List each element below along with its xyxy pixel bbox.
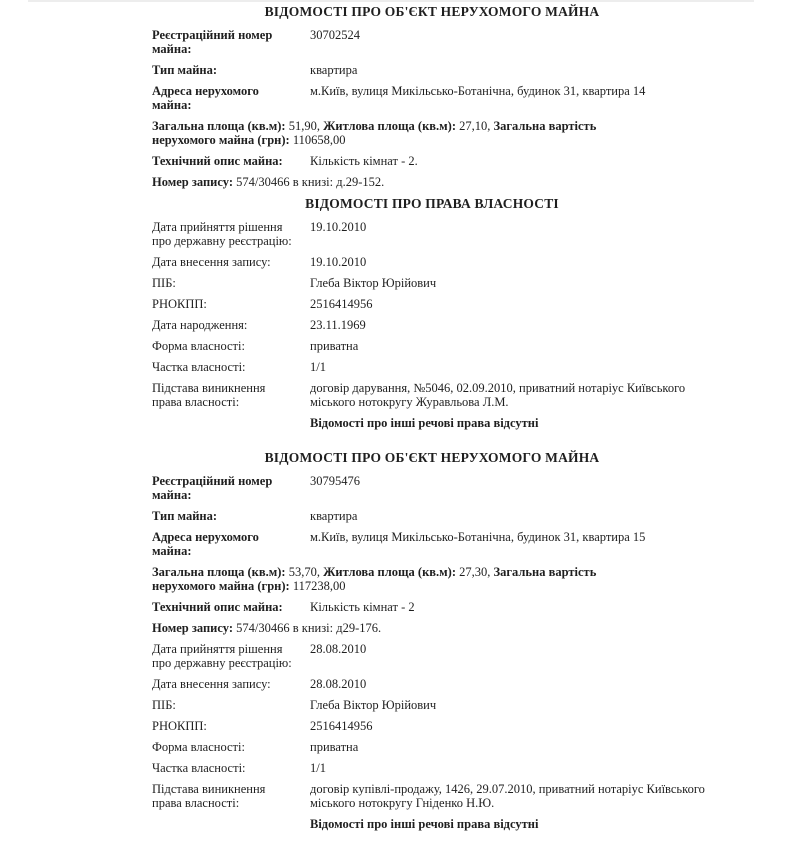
field-value: приватна xyxy=(310,740,359,754)
inline-field-label: Загальна площа (кв.м): xyxy=(152,119,289,133)
field-label: Технічний опис майна: xyxy=(152,600,283,614)
field-label: Дата народження: xyxy=(152,318,248,332)
field-value: м.Київ, вулиця Микільсько-Ботанічна, будинок 31, квартира 15 xyxy=(310,530,646,544)
inline-field-paragraph xyxy=(152,119,712,147)
field-row xyxy=(152,740,712,754)
field-value: Кількість кімнат - 2 xyxy=(310,600,415,614)
field-row xyxy=(152,318,712,332)
field-value: м.Київ, вулиця Микільсько-Ботанічна, будинок 31, квартира 14 xyxy=(310,84,646,98)
inline-field-label: Житлова площа (кв.м): xyxy=(323,565,460,579)
field-row xyxy=(152,339,712,353)
no-other-rights-note: Відомості про інші речові права відсутні xyxy=(310,416,539,430)
inline-field-paragraph xyxy=(152,621,712,635)
inline-field-label: Загальна вартість xyxy=(493,565,597,579)
field-label: Підстава виникнення права власності: xyxy=(152,782,266,810)
section-ownership-1 xyxy=(152,196,712,430)
field-label: ПІБ: xyxy=(152,276,176,290)
inline-field-label: Житлова площа (кв.м): xyxy=(323,119,460,133)
field-label: РНОКПП: xyxy=(152,297,207,311)
field-value: 28.08.2010 xyxy=(310,677,367,691)
field-row xyxy=(152,600,712,614)
inline-field-label: нерухомого майна (грн): xyxy=(152,579,293,593)
inline-field-value: 117238,00 xyxy=(292,579,346,593)
field-value: квартира xyxy=(310,509,358,523)
field-row xyxy=(152,276,712,290)
inline-field-value: 110658,00 xyxy=(292,133,346,147)
field-label: Підстава виникнення права власності: xyxy=(152,381,266,409)
field-value: 30795476 xyxy=(310,474,360,488)
field-value: 19.10.2010 xyxy=(310,220,367,234)
section-object-2 xyxy=(152,450,712,831)
section-object-1 xyxy=(152,4,712,189)
field-row xyxy=(152,381,712,409)
inline-field-label: Загальна вартість xyxy=(493,119,597,133)
field-value: 1/1 xyxy=(310,360,326,374)
document xyxy=(152,4,712,838)
field-label: ПІБ: xyxy=(152,698,176,712)
field-label: Технічний опис майна: xyxy=(152,154,283,168)
inline-field-label: Номер запису: xyxy=(152,621,237,635)
field-label: Реєстраційний номер майна: xyxy=(152,474,273,502)
field-label: Реєстраційний номер майна: xyxy=(152,28,273,56)
section-title: ВІДОМОСТІ ПРО ПРАВА ВЛАСНОСТІ xyxy=(305,196,559,211)
field-label: РНОКПП: xyxy=(152,719,207,733)
field-label: Форма власності: xyxy=(152,740,245,754)
field-value: приватна xyxy=(310,339,359,353)
field-row xyxy=(152,63,712,77)
field-row xyxy=(152,677,712,691)
field-label: Частка власності: xyxy=(152,761,246,775)
field-label: Тип майна: xyxy=(152,509,218,523)
field-row xyxy=(152,761,712,775)
inline-field-label: Загальна площа (кв.м): xyxy=(152,565,289,579)
field-value: договір дарування, №5046, 02.09.2010, приватний нотаріус Київського міського нотокругу Журавльова Л.М. xyxy=(310,381,686,409)
inline-field-paragraph xyxy=(152,175,712,189)
field-value: 1/1 xyxy=(310,761,326,775)
section-title: ВІДОМОСТІ ПРО ОБ'ЄКТ НЕРУХОМОГО МАЙНА xyxy=(264,450,600,465)
field-value: 23.11.1969 xyxy=(310,318,366,332)
field-label: Частка власності: xyxy=(152,360,246,374)
field-label: Форма власності: xyxy=(152,339,245,353)
field-value: 2516414956 xyxy=(310,719,373,733)
field-value: квартира xyxy=(310,63,358,77)
inline-field-value: 51,90, xyxy=(288,119,324,133)
field-label: Адреса нерухомого майна: xyxy=(152,84,259,112)
field-row xyxy=(152,719,712,733)
field-label: Дата внесення запису: xyxy=(152,677,271,691)
field-value: 28.08.2010 xyxy=(310,642,367,656)
field-value: 2516414956 xyxy=(310,297,373,311)
section-title: ВІДОМОСТІ ПРО ОБ'ЄКТ НЕРУХОМОГО МАЙНА xyxy=(264,4,600,19)
field-row xyxy=(152,84,712,112)
field-row xyxy=(152,530,712,558)
scan-artifact-top-edge xyxy=(28,0,754,2)
field-row xyxy=(152,297,712,311)
field-label: Тип майна: xyxy=(152,63,218,77)
field-row xyxy=(152,642,712,670)
field-value: Глеба Віктор Юрійович xyxy=(310,698,437,712)
inline-field-label: Номер запису: xyxy=(152,175,237,189)
inline-field-value: 27,10, xyxy=(459,119,494,133)
field-row xyxy=(152,255,712,269)
field-value: договір купівлі-продажу, 1426, 29.07.2010, приватний нотаріус Київського міського нотокругу Гніденко Н.Ю. xyxy=(310,782,705,810)
field-value: 19.10.2010 xyxy=(310,255,367,269)
field-row xyxy=(152,509,712,523)
field-label: Дата прийняття рішення про державну реєстрацію: xyxy=(152,220,292,248)
inline-field-paragraph xyxy=(152,565,712,593)
field-row xyxy=(152,220,712,248)
inline-field-value: 27,30, xyxy=(459,565,494,579)
field-label: Адреса нерухомого майна: xyxy=(152,530,259,558)
field-row xyxy=(152,154,712,168)
field-row xyxy=(152,698,712,712)
inline-field-value: 53,70, xyxy=(288,565,324,579)
inline-field-value: 574/30466 в книзі: д.29-152. xyxy=(236,175,385,189)
field-value: 30702524 xyxy=(310,28,360,42)
field-row xyxy=(152,782,712,810)
field-label: Дата внесення запису: xyxy=(152,255,271,269)
inline-field-value: 574/30466 в книзі: д29-176. xyxy=(236,621,382,635)
field-row xyxy=(152,474,712,502)
no-other-rights-note: Відомості про інші речові права відсутні xyxy=(310,817,539,831)
field-row xyxy=(152,28,712,56)
field-label: Дата прийняття рішення про державну реєстрацію: xyxy=(152,642,292,670)
field-value: Глеба Віктор Юрійович xyxy=(310,276,437,290)
field-row xyxy=(152,360,712,374)
inline-field-label: нерухомого майна (грн): xyxy=(152,133,293,147)
field-value: Кількість кімнат - 2. xyxy=(310,154,418,168)
